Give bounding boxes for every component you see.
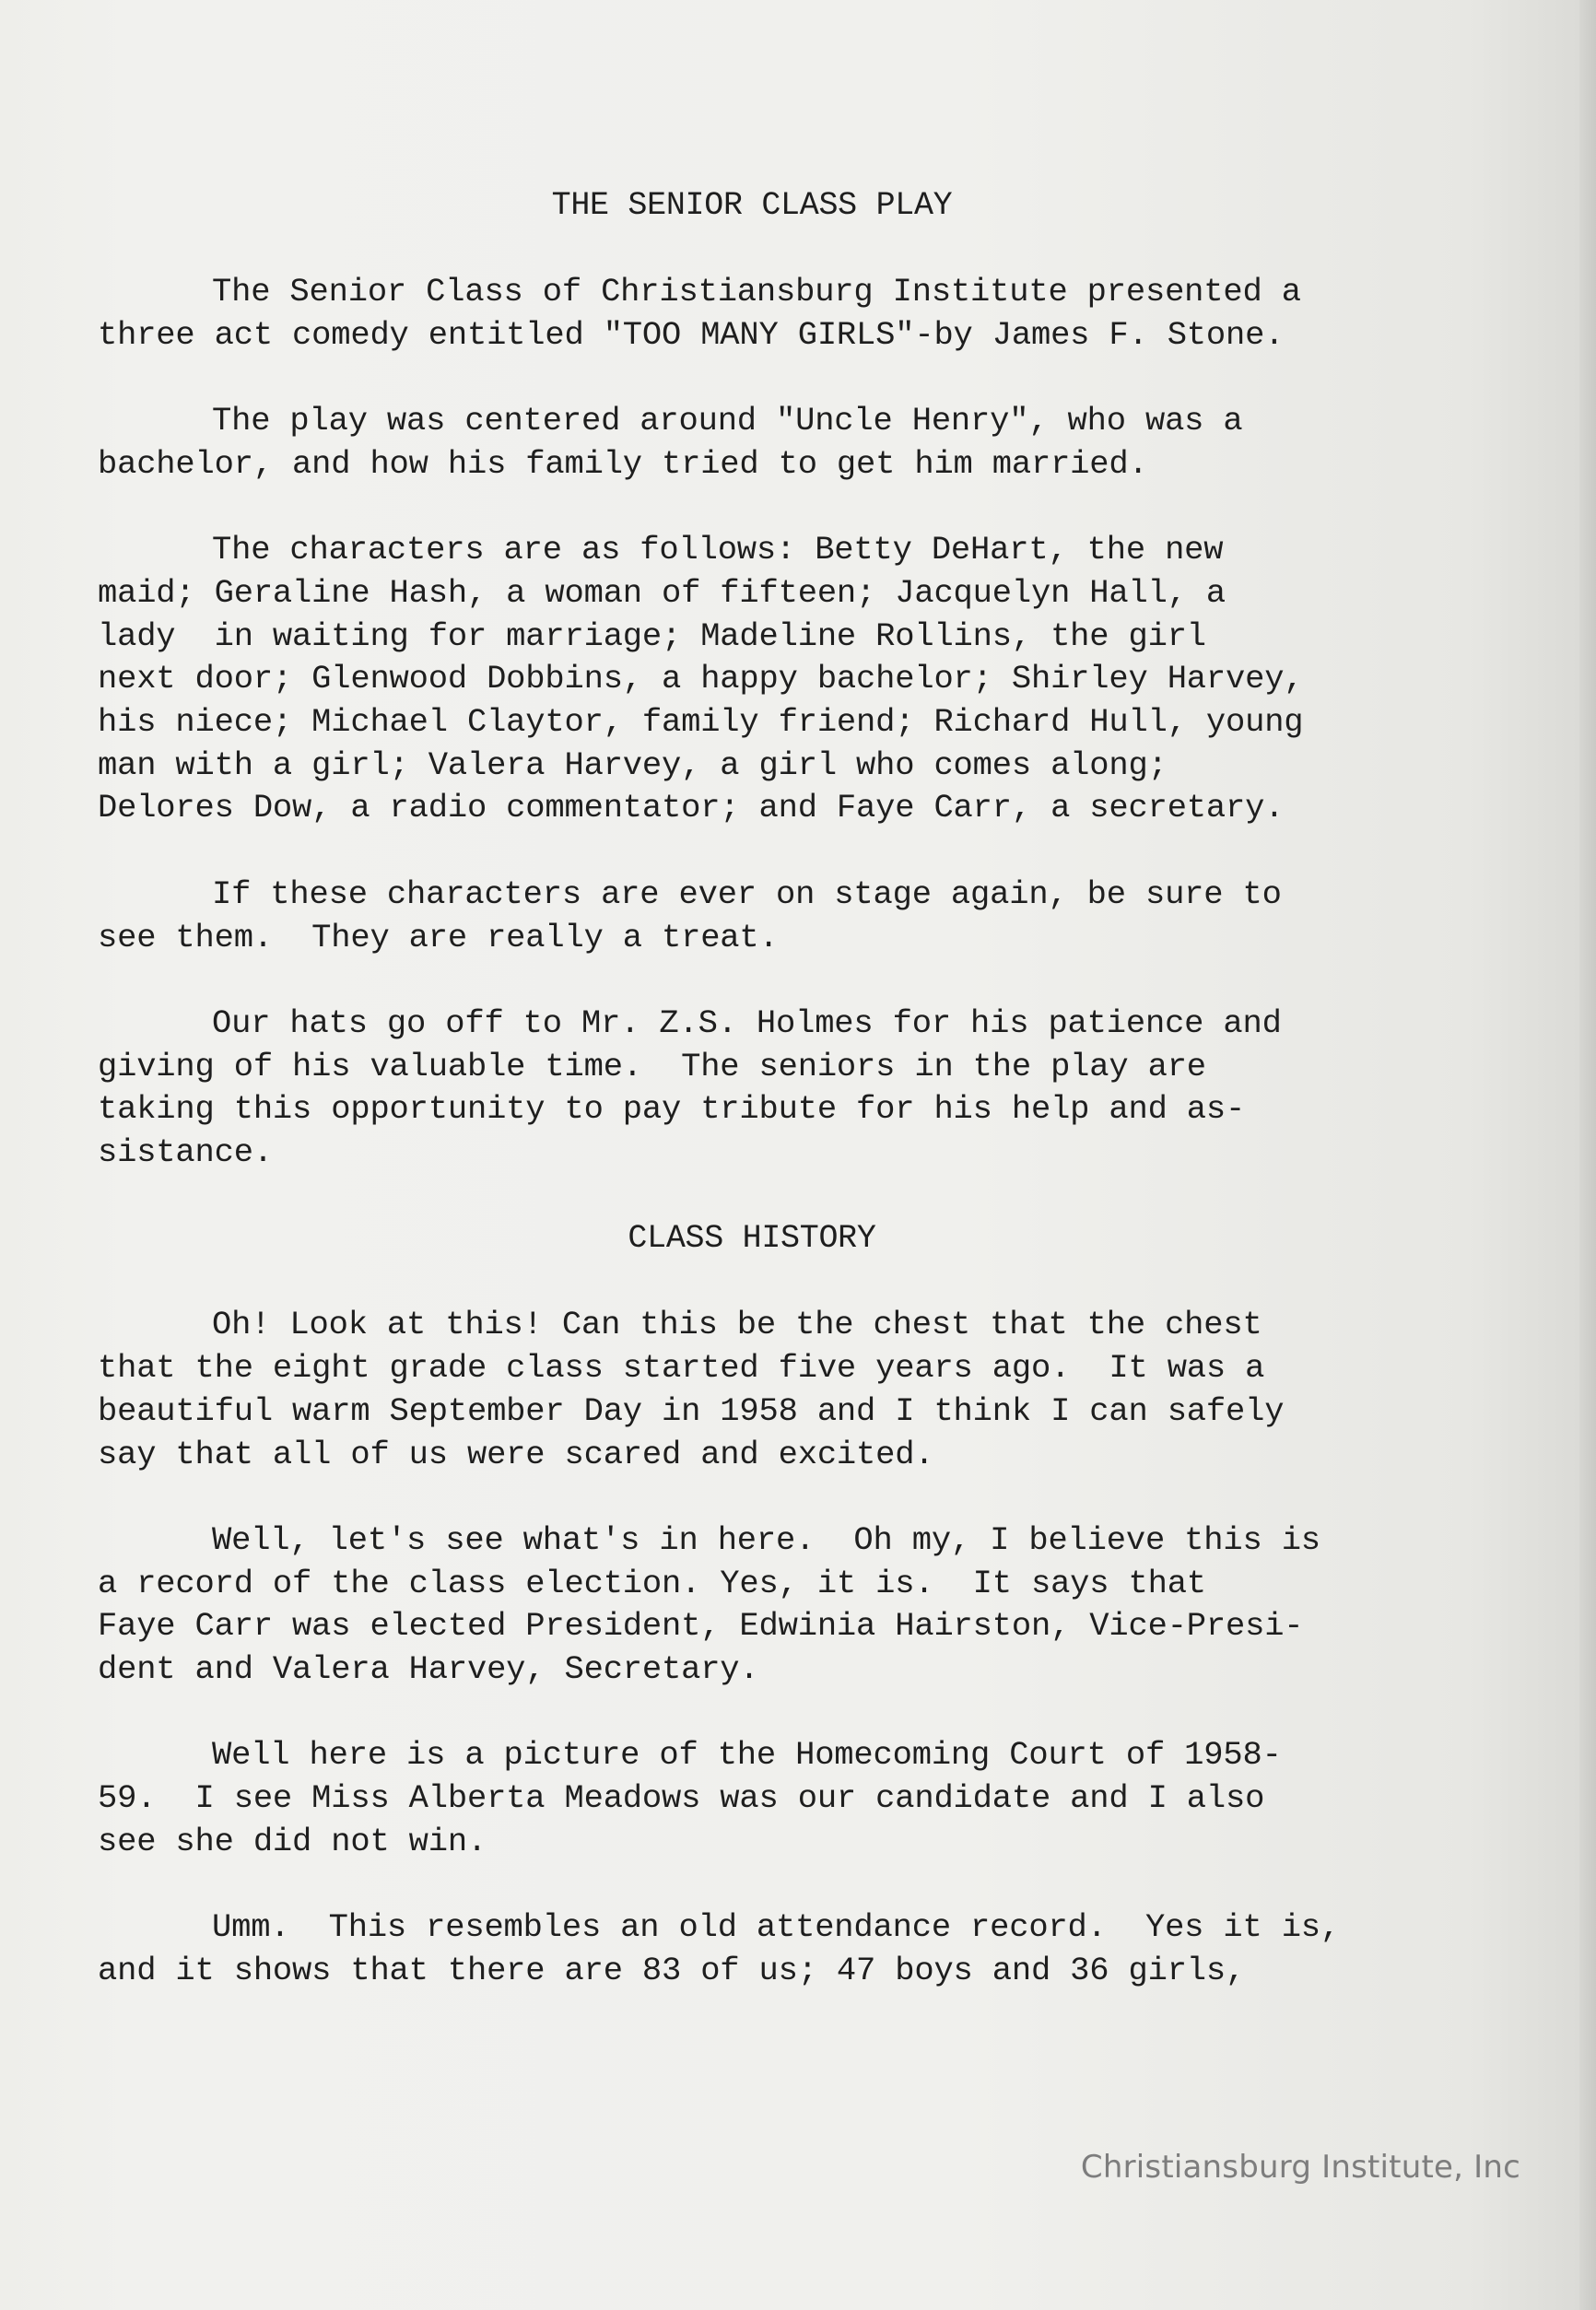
paragraph — [98, 271, 1517, 357]
text-line: and it shows that there are 83 of us; 47 boys and 36 girls, — [98, 1951, 1246, 1989]
text-line: Well here is a picture of the Homecoming Court of 1958- — [212, 1736, 1282, 1775]
text-line: Our hats go off to Mr. Z.S. Holmes for his patience and — [212, 1003, 1282, 1042]
paragraph — [98, 1734, 1517, 1863]
text-line: Delores Dow, a radio commentator; and Faye Carr, a secretary. — [98, 789, 1285, 827]
watermark: Christiansburg Institute, Inc — [1080, 2149, 1520, 2186]
text-line: The characters are as follows: Betty DeHart, the new — [212, 531, 1224, 569]
text-line: three act comedy entitled "TOO MANY GIRLS"-by James F. Stone. — [98, 315, 1285, 354]
text-line: taking this opportunity to pay tribute for his help and as- — [98, 1090, 1246, 1129]
text-line: say that all of us were scared and excited. — [98, 1435, 934, 1473]
section-heading-class-history: CLASS HISTORY — [628, 1220, 876, 1258]
paragraph — [98, 1003, 1517, 1175]
section-heading-senior-class-play: THE SENIOR CLASS PLAY — [551, 187, 953, 224]
text-line: giving of his valuable time. The seniors in the play are — [98, 1047, 1206, 1085]
text-line: 59. I see Miss Alberta Meadows was our candidate and I also — [98, 1779, 1265, 1818]
text-line: beautiful warm September Day in 1958 and I think I can safely — [98, 1391, 1285, 1430]
text-line: Well, let's see what's in here. Oh my, I believe this is — [212, 1520, 1320, 1559]
paragraph — [98, 529, 1517, 830]
text-line: Oh! Look at this! Can this be the chest that the chest — [212, 1306, 1262, 1344]
text-line: Faye Carr was elected President, Edwinia Hairston, Vice-Presi- — [98, 1607, 1304, 1646]
text-line: see she did not win. — [98, 1822, 487, 1860]
text-line: The Senior Class of Christiansburg Institute presented a — [212, 273, 1301, 311]
text-line: see them. They are really a treat. — [98, 918, 779, 956]
text-line: his niece; Michael Claytor, family friend; Richard Hull, young — [98, 703, 1304, 741]
text-line: If these characters are ever on stage again, be sure to — [212, 874, 1282, 913]
text-line: Umm. This resembles an old attendance record. Yes it is, — [212, 1908, 1341, 1947]
text-line: next door; Glenwood Dobbins, a happy bachelor; Shirley Harvey, — [98, 660, 1304, 698]
text-line: maid; Geraline Hash, a woman of fifteen; Jacquelyn Hall, a — [98, 573, 1226, 612]
text-line: man with a girl; Valera Harvey, a girl who comes along; — [98, 745, 1168, 784]
document-body — [98, 184, 1517, 2035]
text-line: lady in waiting for marriage; Madeline Rollins, the girl — [98, 616, 1206, 655]
text-line: bachelor, and how his family tried to get him married. — [98, 444, 1148, 483]
text-line: dent and Valera Harvey, Secretary. — [98, 1650, 759, 1688]
text-line: that the eight grade class started five years ago. It was a — [98, 1349, 1265, 1388]
paragraph — [98, 1519, 1517, 1692]
paragraph — [98, 400, 1517, 486]
text-line: sistance. — [98, 1133, 273, 1171]
paragraph — [98, 1906, 1517, 1992]
text-line: The play was centered around "Uncle Henry", who was a — [212, 402, 1243, 440]
text-line: a record of the class election. Yes, it is. It says that — [98, 1564, 1206, 1602]
paragraph — [98, 874, 1517, 959]
paragraph — [98, 1304, 1517, 1476]
